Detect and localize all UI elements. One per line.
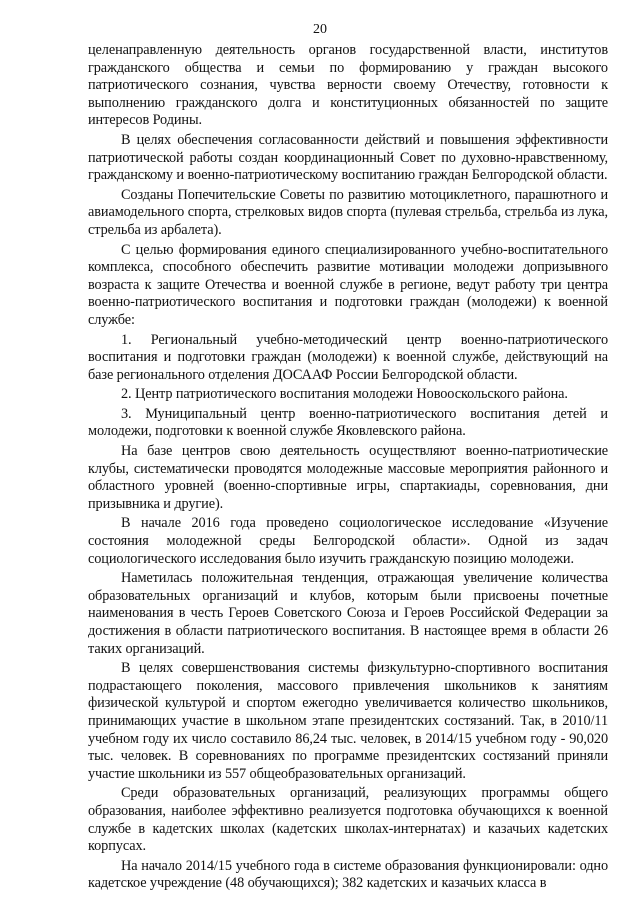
- paragraph: Наметилась положительная тенденция, отражающая увеличение количества образовательных организаций и клубов, которым были присвоены почетные наименования в честь Героев Советского Союза и Героев Российской Федерации за достижения в области патриотического воспитания. В настоящее время в области 26 таких организаций.: [88, 570, 608, 657]
- document-body: [88, 42, 608, 895]
- paragraph: В целях обеспечения согласованности действий и повышения эффективности патриотической работы создан координационный Совет по духовно-нравственному, гражданскому и военно-патриотическому воспитанию граждан Белгородской области.: [88, 131, 608, 184]
- page-number: 20: [313, 22, 327, 37]
- paragraph: На базе центров свою деятельность осуществляют военно-патриотические клубы, систематически проводятся молодежные массовые мероприятия районного и областного уровней (военно-спортивные игры, спартакиады, соревнования, дни призывника и другие).: [88, 443, 608, 512]
- paragraph: В начале 2016 года проведено социологическое исследование «Изучение состояния молодежной среды Белгородской области». Одной из задач социологического исследования было изучить гражданскую позицию молодежи.: [88, 515, 608, 567]
- paragraph: Среди образовательных организаций, реализующих программы общего образования, наиболее эффективно реализуется подготовка обучающихся к военной службе в кадетских школах (кадетских школах-интернатах) и казачьих кадетских корпусах.: [88, 785, 608, 855]
- list-item: 3. Муниципальный центр военно-патриотического воспитания детей и молодежи, подготовки к военной службе Яковлевского района.: [88, 405, 608, 440]
- paragraph: В целях совершенствования системы физкультурно-спортивного воспитания подрастающего поколения, массового привлечения школьников к занятиям физической культурой и спортом ежегодно увеличивается количество школьников, принимающих участие в школьном этапе президентских состязаний. Так, в 2010/11 учебном году их число составило 86,24 тыс. человек, в 2014/15 учебном году - 90,020 тыс. человек. В соревнованиях по программе президентских состязаний приняли участие школьники из 557 общеобразовательных организаций.: [88, 660, 608, 782]
- paragraph: Созданы Попечительские Советы по развитию мотоциклетного, парашютного и авиамодельного спорта, стрелковых видов спорта (пулевая стрельба, стрельба из лука, стрельба из арбалета).: [88, 186, 608, 238]
- paragraph: целенаправленную деятельность органов государственной власти, институтов гражданского общества и семьи по формированию у граждан высокого патриотического сознания, чувства верности своему Отечеству, готовности к выполнению гражданского долга и конституционных обязанностей по защите интересов Родины.: [88, 42, 608, 129]
- paragraph: На начало 2014/15 учебного года в системе образования функционировали: одно кадетское учреждение (48 обучающихся); 382 кадетских и казачьих класса в: [88, 857, 608, 892]
- list-item: 1. Региональный учебно-методический центр военно-патриотического воспитания и подготовки граждан (молодежи) к военной службе, действующий на базе регионального отделения ДОСААФ России Белгородской области.: [88, 331, 608, 383]
- paragraph: С целью формирования единого специализированного учебно-воспитательного комплекса, способного обеспечить развитие мотивации молодежи допризывного возраста к защите Отечества и военной службе в регионе, ведут работу три центра военно-патриотического воспитания и подготовки граждан (молодежи) к военной службе:: [88, 241, 608, 328]
- list-item: 2. Центр патриотического воспитания молодежи Новооскольского района.: [121, 386, 568, 403]
